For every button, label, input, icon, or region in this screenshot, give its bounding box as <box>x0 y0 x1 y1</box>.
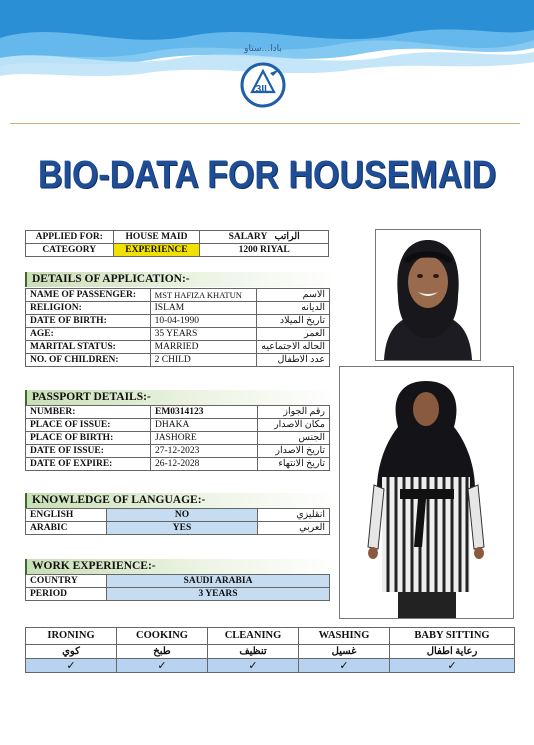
table-row <box>26 315 330 328</box>
row-label-ar: تاريخ الميلاد <box>257 315 330 328</box>
row-value: DHAKA <box>151 419 258 432</box>
row-value: 3 YEARS <box>107 588 330 601</box>
skill-ironing-ar: كوي <box>26 645 117 659</box>
table-row <box>26 445 330 458</box>
checkmark-icon: ✓ <box>208 659 299 673</box>
table-row <box>26 432 330 445</box>
row-value: ISLAM <box>150 302 257 315</box>
company-logo-icon <box>240 62 286 108</box>
row-label: DATE OF EXPIRE: <box>26 458 151 471</box>
row-label: NO. OF CHILDREN: <box>26 354 151 367</box>
skill-washing-ar: غسيل <box>299 645 390 659</box>
row-value: NO <box>107 509 258 522</box>
row-label-ar: رقم الجواز <box>258 406 330 419</box>
table-row <box>26 289 330 302</box>
skills-table <box>25 627 515 673</box>
row-label-ar: مكان الاصدار <box>258 419 330 432</box>
salary-label-cell <box>200 231 329 244</box>
table-row <box>26 406 330 419</box>
table-row <box>26 575 330 588</box>
skills-header-row <box>26 628 515 645</box>
row-label-ar: الديانه <box>257 302 330 315</box>
row-label: PERIOD <box>26 588 107 601</box>
category-label: CATEGORY <box>26 244 114 257</box>
row-label-ar: تاريخ الانتهاء <box>258 458 330 471</box>
application-table <box>25 288 330 367</box>
language-section-heading: KNOWLEDGE OF LANGUAGE:- <box>25 493 337 508</box>
table-row <box>26 522 330 535</box>
row-value: 26-12-2028 <box>151 458 258 471</box>
applied-for-value: HOUSE MAID <box>113 231 200 244</box>
row-value: EM0314123 <box>151 406 258 419</box>
header-divider <box>10 123 520 124</box>
row-label: COUNTRY <box>26 575 107 588</box>
checkmark-icon: ✓ <box>26 659 117 673</box>
language-table <box>25 508 330 535</box>
skill-cooking-ar: طبخ <box>117 645 208 659</box>
experience-table <box>25 574 330 601</box>
salary-label: SALARY <box>228 232 268 242</box>
table-row <box>26 354 330 367</box>
row-label: AGE: <box>26 328 151 341</box>
skill-washing: WASHING <box>299 628 390 645</box>
row-value: 2 CHILD <box>150 354 257 367</box>
row-value: JASHORE <box>151 432 258 445</box>
applied-for-table <box>25 230 329 257</box>
row-label-ar: انقليزي <box>258 509 330 522</box>
row-label-ar: تاريخ الاصدار <box>258 445 330 458</box>
row-label-ar: عدد الاطفال <box>257 354 330 367</box>
passport-table <box>25 405 330 471</box>
skills-arabic-row <box>26 645 515 659</box>
checkmark-icon: ✓ <box>117 659 208 673</box>
experience-section-heading: WORK EXPERIENCE:- <box>25 559 337 574</box>
checkmark-icon: ✓ <box>390 659 515 673</box>
row-value: MST HAFIZA KHATUN <box>150 289 257 302</box>
table-row <box>26 509 330 522</box>
row-label: RELIGION: <box>26 302 151 315</box>
category-value: EXPERIENCE <box>113 244 200 257</box>
table-row <box>26 341 330 354</box>
skill-cleaning-ar: تنظيف <box>208 645 299 659</box>
row-value: SAUDI ARABIA <box>107 575 330 588</box>
row-value: MARRIED <box>150 341 257 354</box>
row-label: ENGLISH <box>26 509 107 522</box>
row-label: NAME OF PASSENGER: <box>26 289 151 302</box>
row-label: PLACE OF BIRTH: <box>26 432 151 445</box>
row-label: MARITAL STATUS: <box>26 341 151 354</box>
applied-for-label: APPLIED FOR: <box>26 231 114 244</box>
row-label-ar: الاسم <box>257 289 330 302</box>
row-value: 35 YEARS <box>150 328 257 341</box>
row-label: ARABIC <box>26 522 107 535</box>
headshot-image <box>376 230 480 360</box>
row-value: 10-04-1990 <box>150 315 257 328</box>
logo-text: 3IL <box>255 84 271 95</box>
table-row <box>26 302 330 315</box>
full-body-photo <box>339 366 514 619</box>
skill-cooking: COOKING <box>117 628 208 645</box>
full-body-image <box>340 367 513 618</box>
page-title: BIO-DATA FOR HOUSEMAID <box>37 153 497 197</box>
checkmark-icon: ✓ <box>299 659 390 673</box>
row-label: DATE OF ISSUE: <box>26 445 151 458</box>
row-value: YES <box>107 522 258 535</box>
skill-cleaning: CLEANING <box>208 628 299 645</box>
table-row <box>26 588 330 601</box>
skill-ironing: IRONING <box>26 628 117 645</box>
table-row <box>26 328 330 341</box>
row-label-ar: العمر <box>257 328 330 341</box>
row-value: 27-12-2023 <box>151 445 258 458</box>
row-label: DATE OF BIRTH: <box>26 315 151 328</box>
table-row <box>26 458 330 471</box>
row-label-ar: الحاله الاجتماعيه <box>257 341 330 354</box>
skill-baby-sitting: BABY SITTING <box>390 628 515 645</box>
passport-section-heading: PASSPORT DETAILS:- <box>25 390 337 405</box>
row-label-ar: العربي <box>258 522 330 535</box>
skills-check-row <box>26 659 515 673</box>
application-section-heading: DETAILS OF APPLICATION:- <box>25 272 337 287</box>
salary-label-ar: الراتب <box>274 232 300 242</box>
table-row <box>26 419 330 432</box>
salary-value: 1200 RIYAL <box>200 244 329 257</box>
row-label: PLACE OF ISSUE: <box>26 419 151 432</box>
passport-photo <box>375 229 481 361</box>
row-label: NUMBER: <box>26 406 151 419</box>
logo-script-text: بادا...ستاو <box>244 44 282 54</box>
skill-baby-sitting-ar: رعاية اطفال <box>390 645 515 659</box>
row-label-ar: الجنس <box>258 432 330 445</box>
